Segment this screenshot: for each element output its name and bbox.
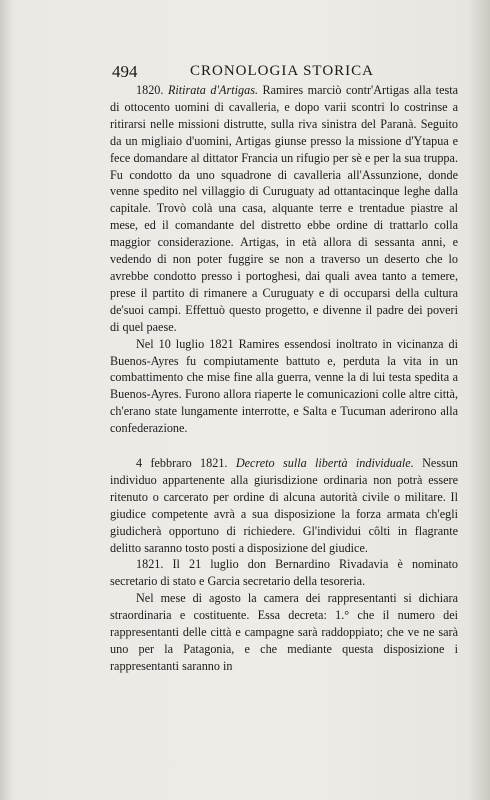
running-title: CRONOLOGIA STORICA	[190, 63, 374, 79]
paragraph-year: 1820.	[136, 83, 164, 97]
paragraph-decreto	[110, 455, 458, 556]
page-header	[112, 62, 458, 82]
paragraph-rivadavia	[110, 556, 458, 590]
paragraph-text: Nel mese di agosto la camera dei rappresentanti si dichiara straordinaria e costituente. Essa decreta: 1.° che il numero dei rappresentanti delle città e campagne sarà raddoppiato; che ve ne sarà uno per la Patagonia, e che mediante questa disposizione i rappresentanti saranno in	[110, 591, 458, 673]
paragraph-ritirata	[110, 82, 458, 336]
paragraph-text: Ramires marciò contr'Artigas alla testa di ottocento uomini di cavalleria, e dopo varii scontri lo costrinse a ritirarsi nelle missioni distrutte, sulla riva sinistra del Paranà. Seguito da un migliaio d'uomini, Artigas giunse presso la missione d'Ytapua e fece domandare al dittator Francia un rifugio per sè e per la sua truppa. Fu condotto da uno squadrone di cavalleria all'Assunzione, donde venne spedito nel villaggio di Curuguaty ad ottantacinque leghe dalla capitale. Trovò colà una casa, alquante terre e trentadue piastre al mese, ed il comandante del distretto ebbe ordine di trattarlo colla maggior considerazione. Artigas, in età allora di sessanta anni, e vedendo di non poter fuggire se non a traverso un deserto che lo avrebbe condotto presso i portoghesi, dai quali avea tanto a temere, prese il partito di rimanere a Curuguaty e di occuparsi della cultura de'suoi campi. Effettuò questo progetto, e divenne il padre dei poveri di quel paese.	[110, 83, 459, 334]
page-body	[110, 82, 458, 675]
paragraph-text: Nessun individuo appartenente alla giurisdizione ordinaria non potrà essere ritenuto o carcerato per ordine di alcuna autorità civile o militare. Il giudice competente avrà a sua disposizione la forza armata ch'egli giudicherà opportuno di richiedere. Gl'individui côlti in flagrante delitto saranno tosto posti a disposizione del giudice.	[110, 456, 459, 555]
paragraph-year: 4 febbraro 1821.	[136, 456, 228, 471]
paragraph-text: Il 21 luglio don Bernardino Rivadavia è nominato secretario di stato e Garcia secretario della tesoreria.	[110, 557, 458, 589]
paragraph-ramires	[110, 336, 458, 437]
paragraph-heading: Decreto sulla libertà individuale.	[235, 456, 414, 471]
paragraph-camera	[110, 590, 458, 675]
paragraph-text: Nel 10 luglio 1821 Ramires essendosi inoltrato in vicinanza di Buenos-Ayres fu compiutamente battuto e, perduta la vita in un combattimento che mise fine alla guerra, venne la di lui testa spedita a Buenos-Ayres. Furono allora riaperte le comunicazioni colle altre città, ch'erano state lungamente interrotte, e Salta e Tucuman aderirono alla confederazione.	[110, 336, 458, 436]
paragraph-heading: Ritirata d'Artigas.	[167, 83, 258, 97]
page-number: 494	[112, 62, 138, 81]
paragraph-year: 1821.	[136, 557, 164, 572]
page-edge-shadow	[468, 0, 490, 800]
